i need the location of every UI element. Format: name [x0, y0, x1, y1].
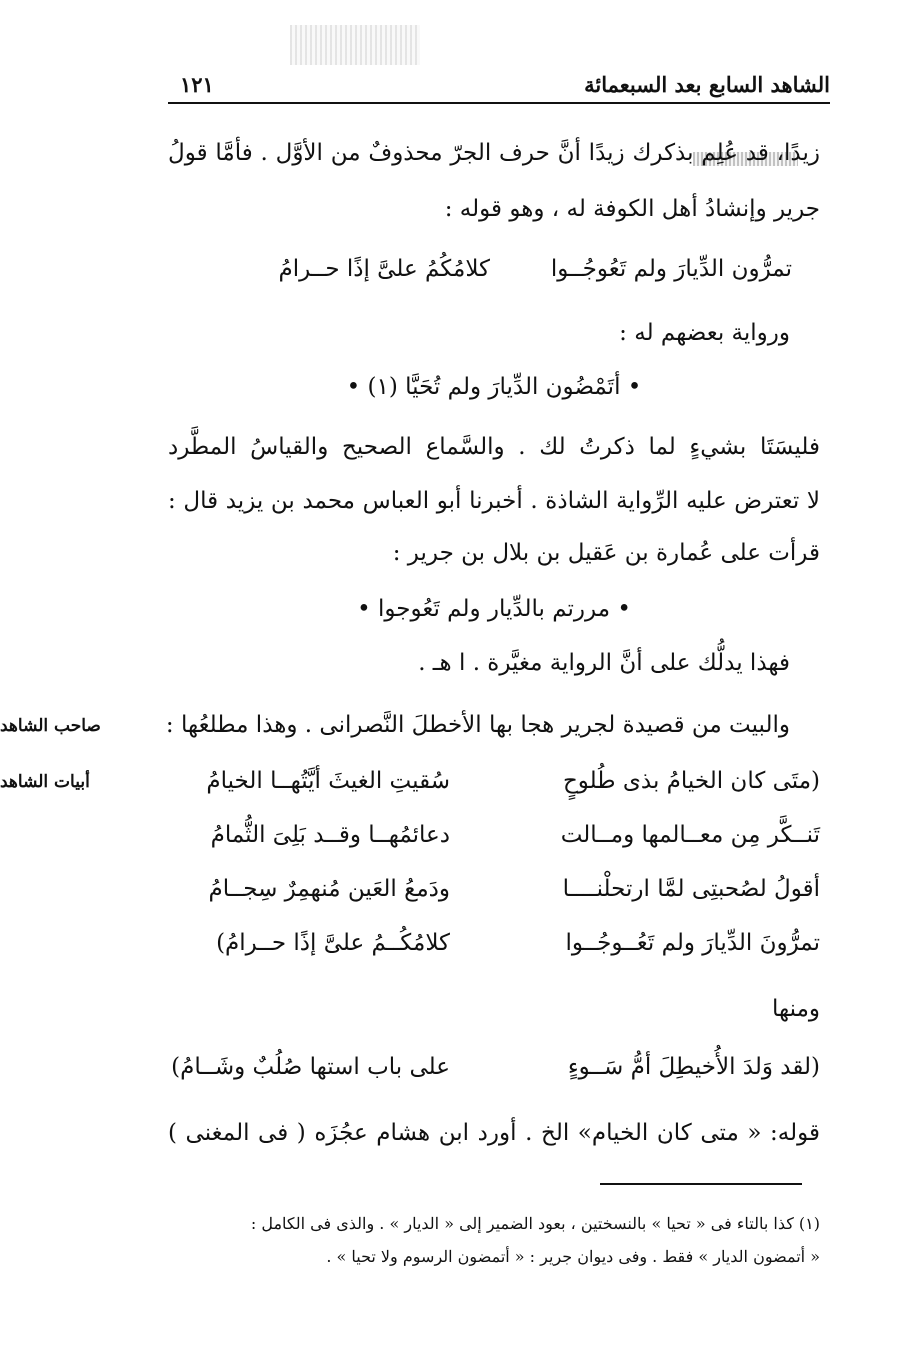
scan-smudge	[290, 25, 420, 65]
verse-first-hemistich: تمرُّون الدِّيارَ ولم تَعُوجُــوا	[550, 256, 792, 282]
poem-line	[168, 930, 820, 966]
running-title: الشاهد السابع بعد السبعمائة	[584, 72, 830, 97]
closing-line: قوله: « متى كان الخيام» الخ . أورد ابن هشام عجُزَه ( فى المغنى )	[168, 1120, 820, 1146]
body-line: جرير وإنشادُ أهل الكوفة له ، وهو قوله :	[444, 196, 820, 222]
poem-second-hemistich: كلامُكُــمُ علىَّ إذًا حــرامُ)	[216, 930, 450, 956]
poem-second-hemistich: سُقيتِ الغيثَ أيَّتُهــا الخيامُ	[206, 768, 450, 794]
margin-note-abyat: أبيات الشاهد	[0, 772, 90, 792]
conclusion-line: فهذا يدلُّك على أنَّ الرواية مغيَّرة . ا هـ .	[418, 650, 790, 676]
margin-note-sahib: صاحب الشاهد	[0, 716, 101, 736]
footnote-line: « أتمضون الديار » فقط . وفى ديوان جرير : « أتمضون الرسوم ولا تحيا » .	[326, 1247, 820, 1266]
poem-second-hemistich: ودَمعُ العَين مُنهمِرٌ سِجــامُ	[208, 876, 450, 902]
sahib-line: والبيت من قصيدة لجرير هجا بها الأخطلَ النَّصرانى . وهذا مطلعُها :	[165, 712, 790, 738]
page-number: ١٢١	[180, 72, 214, 97]
quote-line: • مررتم بالدِّيار ولم تَعُوجوا •	[357, 596, 631, 622]
body-line: قرأت على عُمارة بن عَقيل بن بلال بن جرير :	[392, 540, 820, 566]
poem-first-hemistich: تمرُّونَ الدِّيارَ ولم تَعُــوجُــوا	[565, 930, 820, 956]
riwaya-intro: ورواية بعضهم له :	[619, 320, 790, 346]
verse-first-hemistich: (لقد وَلدَ الأُخيطِلَ أمُّ سَــوءٍ	[567, 1054, 820, 1080]
poem-line	[168, 822, 820, 858]
poem-line	[168, 768, 820, 804]
body-line: زيدًا، قد عُلِم بذكرك زيدًا أنَّ حرف الجرّ محذوفٌ من الأوَّل . فأمَّا قولُ	[168, 140, 820, 166]
poem-first-hemistich: أقولُ لصُحبتِى لمَّا ارتحلْنــــا	[562, 876, 820, 902]
poem-line	[168, 876, 820, 912]
riwaya-line: • أتَمْضُون الدِّيارَ ولم تُحَيَّا (١) •	[346, 374, 642, 400]
verse-second-hemistich: على باب استها صُلُبٌ وشَــامُ)	[171, 1054, 450, 1080]
verse-line	[168, 256, 820, 292]
poem-first-hemistich: تَنــكَّر مِن معــالمها ومــالت	[560, 822, 820, 848]
verse-second-hemistich: كلامُكُمُ علىَّ إذًا حــرامُ	[278, 256, 490, 282]
poem-second-hemistich: دعائمُهــا وقــد بَلِىَ الثُّمامُ	[210, 822, 450, 848]
page-header	[168, 72, 830, 104]
body-line: لا تعترض عليه الرِّواية الشاذة . أخبرنا أبو العباس محمد بن يزيد قال :	[168, 488, 820, 514]
footnote-line: (١) كذا بالتاء فى « تحيا » بالنسختين ، بعود الضمير إلى « الديار » . والذى فى الكامل :	[250, 1214, 820, 1233]
footnote-divider	[600, 1183, 802, 1185]
verse-line-last	[168, 1054, 820, 1090]
poem-first-hemistich: (متَى كان الخيامُ بذى طُلوحٍ	[562, 768, 820, 794]
body-line: فليسَتَا بشيءٍ لما ذكرتُ لك . والسَّماع الصحيح والقياسُ المطَّرد	[168, 434, 820, 460]
minha-label: ومنها	[772, 996, 820, 1022]
